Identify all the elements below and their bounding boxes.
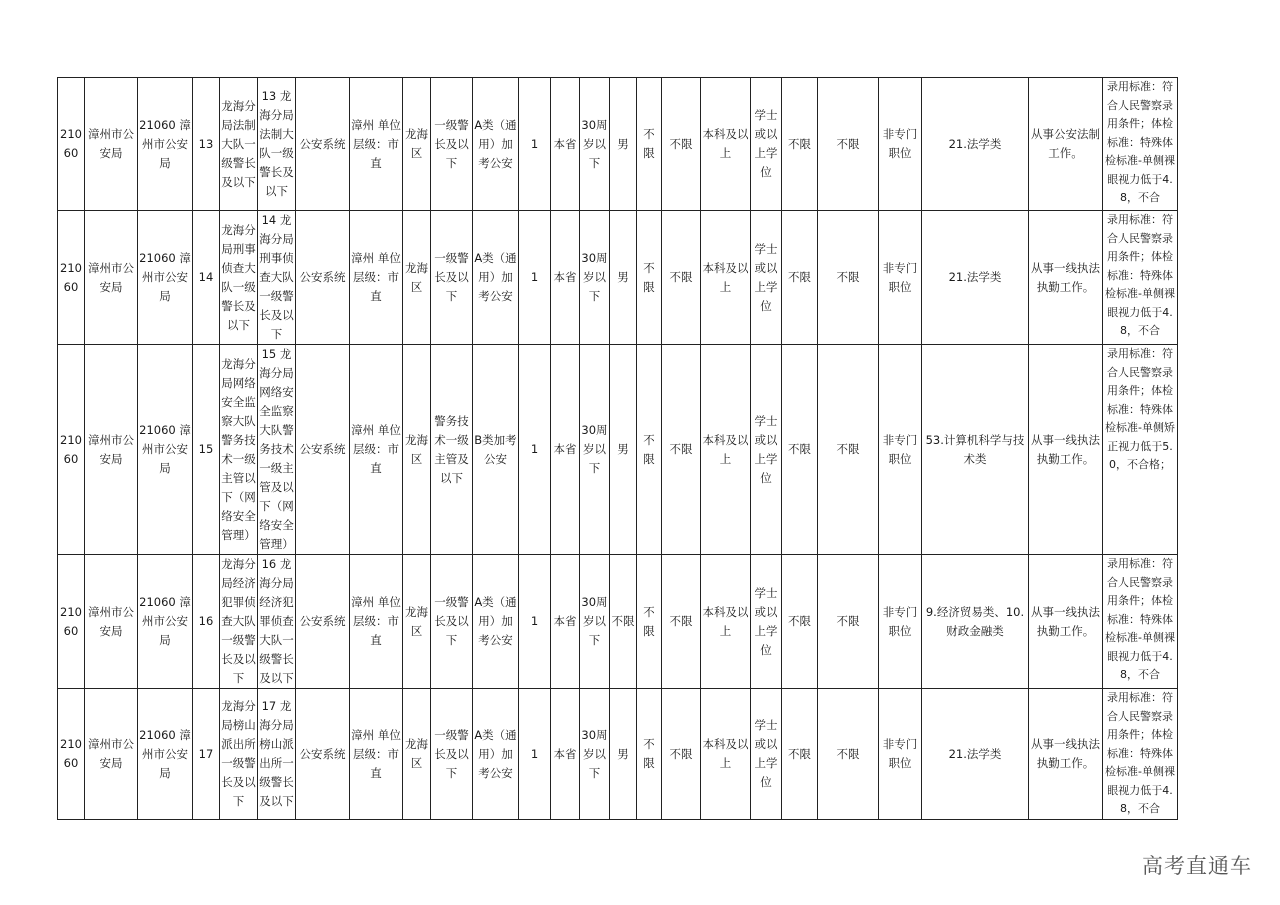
cell-exp1: 不限	[782, 555, 818, 689]
cell-rank: 一级警长及以下	[431, 211, 473, 345]
cell-system: 公安系统	[296, 345, 350, 555]
cell-position-name: 龙海分局经济犯罪侦查大队一级警长及以下	[220, 555, 258, 689]
cell-code: 21060	[58, 689, 85, 820]
cell-ethnicity: 不限	[637, 555, 662, 689]
cell-dept: 漳州市公安局	[85, 689, 138, 820]
cell-count: 1	[519, 555, 551, 689]
cell-count: 1	[519, 211, 551, 345]
cell-origin: 本省	[551, 689, 580, 820]
cell-no: 13	[193, 78, 220, 211]
cell-district: 龙海区	[403, 211, 431, 345]
cell-dept: 漳州市公安局	[85, 211, 138, 345]
cell-gender: 男	[610, 78, 637, 211]
cell-gender: 男	[610, 211, 637, 345]
cell-no: 15	[193, 345, 220, 555]
cell-age: 30周岁以下	[580, 555, 610, 689]
table-row	[58, 78, 1178, 211]
cell-age: 30周岁以下	[580, 345, 610, 555]
cell-special: 非专门职位	[879, 78, 922, 211]
cell-exp2: 不限	[818, 555, 879, 689]
cell-district: 龙海区	[403, 689, 431, 820]
cell-position-name: 龙海分局榜山派出所一级警长及以下	[220, 689, 258, 820]
cell-age: 30周岁以下	[580, 211, 610, 345]
table-row	[58, 689, 1178, 820]
cell-count: 1	[519, 689, 551, 820]
cell-position-name: 龙海分局网络安全监察大队警务技术一级主管以下（网络安全管理）	[220, 345, 258, 555]
cell-system: 公安系统	[296, 689, 350, 820]
cell-degree: 学士或以上学位	[751, 345, 782, 555]
cell-education: 本科及以上	[701, 211, 751, 345]
cell-major: 21.法学类	[922, 78, 1029, 211]
cell-origin: 本省	[551, 555, 580, 689]
cell-exam-type: A类（通用）加考公安	[473, 689, 519, 820]
cell-no: 16	[193, 555, 220, 689]
cell-dept: 漳州市公安局	[85, 345, 138, 555]
cell-count: 1	[519, 345, 551, 555]
cell-code: 21060	[58, 555, 85, 689]
cell-major: 21.法学类	[922, 689, 1029, 820]
table-row	[58, 555, 1178, 689]
cell-exp2: 不限	[818, 345, 879, 555]
cell-position-code: 13 龙海分局法制大队一级警长及以下	[258, 78, 296, 211]
cell-position-code: 14 龙海分局刑事侦查大队一级警长及以下	[258, 211, 296, 345]
cell-unit: 21060 漳州市公安局	[138, 211, 193, 345]
cell-duty: 从事一线执法执勤工作。	[1029, 689, 1103, 820]
cell-duty: 从事一线执法执勤工作。	[1029, 345, 1103, 555]
watermark: 高考直通车	[1142, 854, 1252, 878]
cell-duty: 从事一线执法执勤工作。	[1029, 555, 1103, 689]
cell-politics: 不限	[662, 345, 701, 555]
cell-politics: 不限	[662, 689, 701, 820]
cell-exp2: 不限	[818, 689, 879, 820]
cell-dept: 漳州市公安局	[85, 78, 138, 211]
cell-education: 本科及以上	[701, 345, 751, 555]
cell-code: 21060	[58, 345, 85, 555]
cell-system: 公安系统	[296, 78, 350, 211]
cell-unit: 21060 漳州市公安局	[138, 345, 193, 555]
cell-note: 录用标准：符合人民警察录用条件；体检标准：特殊体检标准-单侧裸眼视力低于4.8，不合	[1103, 555, 1178, 689]
cell-degree: 学士或以上学位	[751, 555, 782, 689]
cell-origin: 本省	[551, 78, 580, 211]
cell-degree: 学士或以上学位	[751, 689, 782, 820]
cell-position-name: 龙海分局法制大队一级警长及以下	[220, 78, 258, 211]
cell-degree: 学士或以上学位	[751, 78, 782, 211]
cell-level: 漳州 单位层级：市直	[350, 555, 403, 689]
table-row	[58, 211, 1178, 345]
cell-special: 非专门职位	[879, 211, 922, 345]
cell-age: 30周岁以下	[580, 78, 610, 211]
cell-rank: 一级警长及以下	[431, 555, 473, 689]
cell-politics: 不限	[662, 555, 701, 689]
cell-note: 录用标准：符合人民警察录用条件；体检标准：特殊体检标准-单侧裸眼视力低于4.8，不合	[1103, 211, 1178, 345]
cell-exp2: 不限	[818, 211, 879, 345]
cell-rank: 一级警长及以下	[431, 689, 473, 820]
cell-level: 漳州 单位层级：市直	[350, 78, 403, 211]
cell-level: 漳州 单位层级：市直	[350, 211, 403, 345]
cell-gender: 男	[610, 345, 637, 555]
cell-age: 30周岁以下	[580, 689, 610, 820]
cell-education: 本科及以上	[701, 689, 751, 820]
cell-system: 公安系统	[296, 555, 350, 689]
cell-ethnicity: 不限	[637, 345, 662, 555]
cell-position-code: 16 龙海分局经济犯罪侦查大队一级警长及以下	[258, 555, 296, 689]
cell-district: 龙海区	[403, 555, 431, 689]
cell-origin: 本省	[551, 211, 580, 345]
cell-exp1: 不限	[782, 345, 818, 555]
cell-duty: 从事公安法制工作。	[1029, 78, 1103, 211]
cell-count: 1	[519, 78, 551, 211]
cell-ethnicity: 不限	[637, 211, 662, 345]
cell-exp1: 不限	[782, 689, 818, 820]
cell-district: 龙海区	[403, 78, 431, 211]
cell-gender: 不限	[610, 555, 637, 689]
cell-ethnicity: 不限	[637, 689, 662, 820]
cell-dept: 漳州市公安局	[85, 555, 138, 689]
cell-unit: 21060 漳州市公安局	[138, 555, 193, 689]
cell-unit: 21060 漳州市公安局	[138, 78, 193, 211]
cell-special: 非专门职位	[879, 345, 922, 555]
cell-note: 录用标准：符合人民警察录用条件；体检标准：特殊体检标准-单侧裸眼视力低于4.8，不合	[1103, 689, 1178, 820]
cell-position-code: 15 龙海分局网络安全监察大队警务技术一级主管及以下（网络安全管理）	[258, 345, 296, 555]
cell-exp1: 不限	[782, 78, 818, 211]
cell-level: 漳州 单位层级：市直	[350, 345, 403, 555]
table-row	[58, 345, 1178, 555]
cell-major: 21.法学类	[922, 211, 1029, 345]
cell-exam-type: A类（通用）加考公安	[473, 555, 519, 689]
cell-education: 本科及以上	[701, 555, 751, 689]
cell-code: 21060	[58, 211, 85, 345]
cell-no: 17	[193, 689, 220, 820]
table-body	[58, 78, 1178, 820]
cell-system: 公安系统	[296, 211, 350, 345]
cell-note: 录用标准：符合人民警察录用条件；体检标准：特殊体检标准-单侧矫正视力低于5.0，不合格；	[1103, 345, 1178, 555]
cell-position-code: 17 龙海分局榜山派出所一级警长及以下	[258, 689, 296, 820]
cell-ethnicity: 不限	[637, 78, 662, 211]
recruitment-table	[57, 77, 1178, 820]
cell-origin: 本省	[551, 345, 580, 555]
cell-major: 53.计算机科学与技术类	[922, 345, 1029, 555]
cell-education: 本科及以上	[701, 78, 751, 211]
cell-position-name: 龙海分局刑事侦查大队一级警长及以下	[220, 211, 258, 345]
cell-special: 非专门职位	[879, 555, 922, 689]
cell-exp2: 不限	[818, 78, 879, 211]
cell-unit: 21060 漳州市公安局	[138, 689, 193, 820]
cell-no: 14	[193, 211, 220, 345]
cell-duty: 从事一线执法执勤工作。	[1029, 211, 1103, 345]
cell-rank: 一级警长及以下	[431, 78, 473, 211]
cell-politics: 不限	[662, 211, 701, 345]
cell-rank: 警务技术一级主管及以下	[431, 345, 473, 555]
cell-level: 漳州 单位层级：市直	[350, 689, 403, 820]
cell-code: 21060	[58, 78, 85, 211]
cell-gender: 男	[610, 689, 637, 820]
cell-major: 9.经济贸易类、10.财政金融类	[922, 555, 1029, 689]
cell-degree: 学士或以上学位	[751, 211, 782, 345]
cell-politics: 不限	[662, 78, 701, 211]
cell-exam-type: A类（通用）加考公安	[473, 78, 519, 211]
cell-note: 录用标准：符合人民警察录用条件；体检标准：特殊体检标准-单侧裸眼视力低于4.8，不合	[1103, 78, 1178, 211]
cell-exam-type: B类加考公安	[473, 345, 519, 555]
cell-special: 非专门职位	[879, 689, 922, 820]
cell-exam-type: A类（通用）加考公安	[473, 211, 519, 345]
cell-exp1: 不限	[782, 211, 818, 345]
cell-district: 龙海区	[403, 345, 431, 555]
